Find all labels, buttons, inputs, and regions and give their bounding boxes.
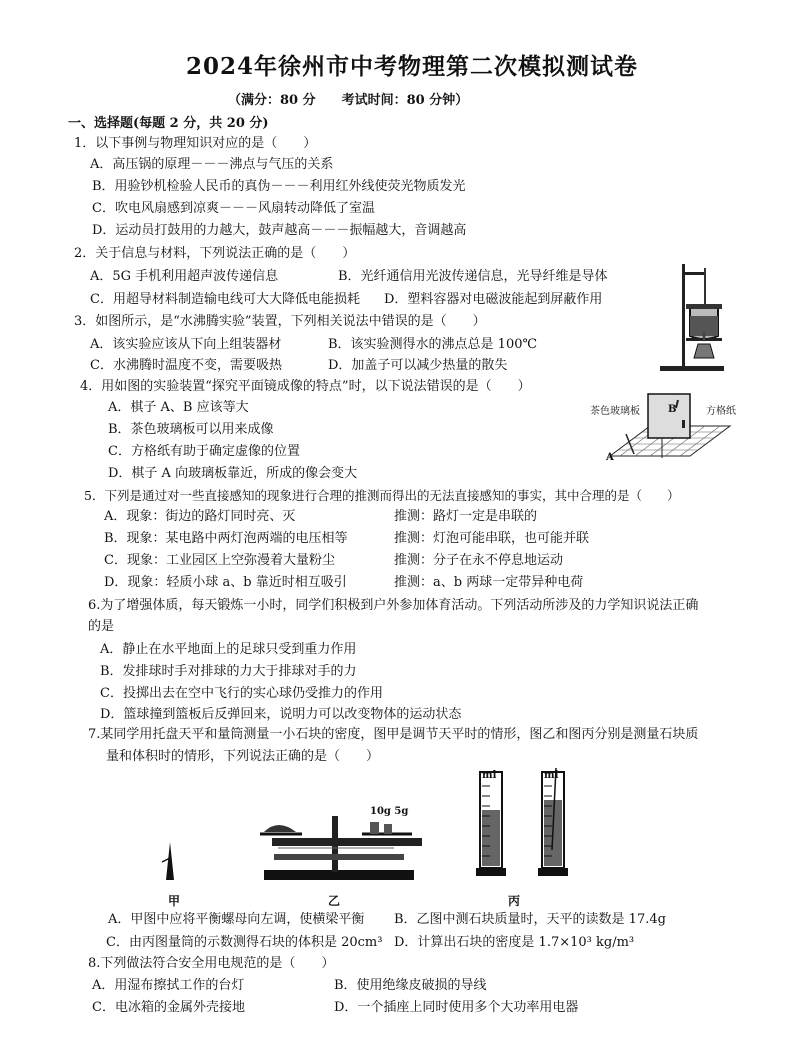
q2-option-d: D．塑料容器对电磁波能起到屏蔽作用 bbox=[384, 292, 603, 307]
q5-b-inference: 推测：灯泡可能串联，也可能并联 bbox=[394, 531, 590, 546]
q6-stem-line1: 6.为了增强体质，每天锻炼一小时，同学们积极到户外参加体育活动。下列活动所涉及的力学知识说法正确 bbox=[88, 598, 699, 613]
q1-option-b: B．用验钞机检验人民币的真伪－－－利用红外线使荧光物质发光 bbox=[92, 179, 466, 194]
q1-stem: 1．以下事例与物理知识对应的是（ ） bbox=[74, 136, 317, 151]
q5-c-phenomenon: C．现象：工业园区上空弥漫着大量粉尘 bbox=[104, 553, 335, 568]
q7-stem-line2: 量和体积时的情形，下列说法正确的是（ ） bbox=[106, 749, 380, 764]
figure-label-yi: 乙 bbox=[328, 894, 341, 908]
figure-label-jia: 甲 bbox=[168, 894, 181, 908]
q8-option-d: D．一个插座上同时使用多个大功率用电器 bbox=[334, 1000, 579, 1015]
figure-label-bing: 丙 bbox=[508, 894, 521, 908]
q3-option-a: A．该实验应该从下向上组装器材 bbox=[90, 337, 282, 352]
balance-scale-figure bbox=[244, 808, 424, 888]
weights-label: 10g 5g bbox=[370, 806, 409, 817]
q6-stem-line2: 的是 bbox=[88, 619, 115, 634]
boiling-apparatus-figure bbox=[654, 262, 728, 374]
q4-stem: 4．用如图的实验装置“探究平面镜成像的特点”时，以下说法错误的是（ ） bbox=[80, 379, 531, 394]
q2-option-b: B．光纤通信用光波传递信息，光导纤维是导体 bbox=[338, 269, 608, 284]
balance-pointer-figure bbox=[158, 840, 182, 884]
q7-option-d: D．计算出石块的密度是 1.7×10³ kg/m³ bbox=[394, 935, 635, 950]
label-piece-a: A bbox=[606, 452, 614, 463]
q6-option-d: D．篮球撞到篮板后反弹回来，说明力可以改变物体的运动状态 bbox=[100, 707, 462, 722]
q3-option-b: B．该实验测得水的沸点总是 100℃ bbox=[328, 337, 538, 352]
q3-option-d: D．加盖子可以减少热量的散失 bbox=[328, 358, 508, 373]
q6-option-a: A．静止在水平地面上的足球只受到重力作用 bbox=[100, 642, 357, 657]
q8-stem: 8.下列做法符合安全用电规范的是（ ） bbox=[88, 956, 335, 971]
label-grid-paper: 方格纸 bbox=[706, 406, 736, 417]
q2-option-a: A．5G 手机利用超声波传递信息 bbox=[90, 269, 279, 284]
ml-label-left: ml bbox=[482, 770, 497, 781]
q5-d-phenomenon: D．现象：轻质小球 a、b 靠近时相互吸引 bbox=[104, 575, 347, 590]
q5-b-phenomenon: B．现象：某电路中两灯泡两端的电压相等 bbox=[104, 531, 348, 546]
q1-option-d: D．运动员打鼓用的力越大，鼓声越高－－－振幅越大，音调越高 bbox=[92, 223, 467, 238]
exam-info: （满分：80 分 考试时间：80 分钟） bbox=[228, 93, 469, 108]
q4-option-b: B．茶色玻璃板可以用来成像 bbox=[108, 422, 274, 437]
q4-option-d: D．棋子 A 向玻璃板靠近，所成的像会变大 bbox=[108, 466, 358, 481]
q5-a-inference: 推测：路灯一定是串联的 bbox=[394, 509, 538, 524]
q8-option-a: A．用湿布擦拭工作的台灯 bbox=[92, 978, 245, 993]
q8-option-b: B．使用绝缘皮破损的导线 bbox=[334, 978, 487, 993]
ml-label-right: ml bbox=[544, 770, 559, 781]
q5-stem: 5．下列是通过对一些直接感知的现象进行合理的推测而得出的无法直接感知的事实，其中合理的是（ ） bbox=[84, 488, 680, 503]
q5-d-inference: 推测：a、b 两球一定带异种电荷 bbox=[394, 575, 584, 590]
q5-c-inference: 推测：分子在永不停息地运动 bbox=[394, 553, 564, 568]
q7-option-b: B．乙图中测石块质量时，天平的读数是 17.4g bbox=[394, 912, 666, 927]
q2-stem: 2．关于信息与材料，下列说法正确的是（ ） bbox=[74, 246, 356, 261]
page-title: 2024年徐州市中考物理第二次模拟测试卷 bbox=[186, 53, 639, 80]
q6-option-b: B．发排球时手对排球的力大于排球对手的力 bbox=[100, 664, 357, 679]
q4-option-a: A．棋子 A、B 应该等大 bbox=[108, 400, 249, 415]
label-piece-b: B bbox=[668, 404, 677, 415]
q7-option-c: C．由丙图量筒的示数测得石块的体积是 20cm³ bbox=[106, 935, 383, 950]
q4-option-c: C．方格纸有助于确定虚像的位置 bbox=[108, 444, 300, 459]
section-heading: 一、选择题(每题 2 分，共 20 分) bbox=[68, 116, 269, 131]
q2-option-c: C．用超导材料制造输电线可大大降低电能损耗 bbox=[90, 292, 360, 307]
q3-option-c: C．水沸腾时温度不变，需要吸热 bbox=[90, 358, 282, 373]
q1-option-c: C．吹电风扇感到凉爽－－－风扇转动降低了室温 bbox=[92, 201, 375, 216]
q8-option-c: C．电冰箱的金属外壳接地 bbox=[92, 1000, 245, 1015]
q7-stem-line1: 7.某同学用托盘天平和量筒测量一小石块的密度，图甲是调节天平时的情形，图乙和图丙分别是测量石块质 bbox=[88, 727, 699, 742]
q6-option-c: C．投掷出去在空中飞行的实心球仍受推力的作用 bbox=[100, 686, 383, 701]
q5-a-phenomenon: A．现象：街边的路灯同时亮、灭 bbox=[104, 509, 296, 524]
q7-option-a: A．甲图中应将平衡螺母向左调，使横梁平衡 bbox=[108, 912, 365, 927]
q1-option-a: A．高压锅的原理－－－沸点与气压的关系 bbox=[90, 157, 334, 172]
q3-stem: 3．如图所示，是“水沸腾实验”装置，下列相关说法中错误的是（ ） bbox=[74, 314, 486, 329]
graduated-cylinders-figure bbox=[474, 766, 580, 882]
label-tea-glass: 茶色玻璃板 bbox=[590, 406, 640, 417]
